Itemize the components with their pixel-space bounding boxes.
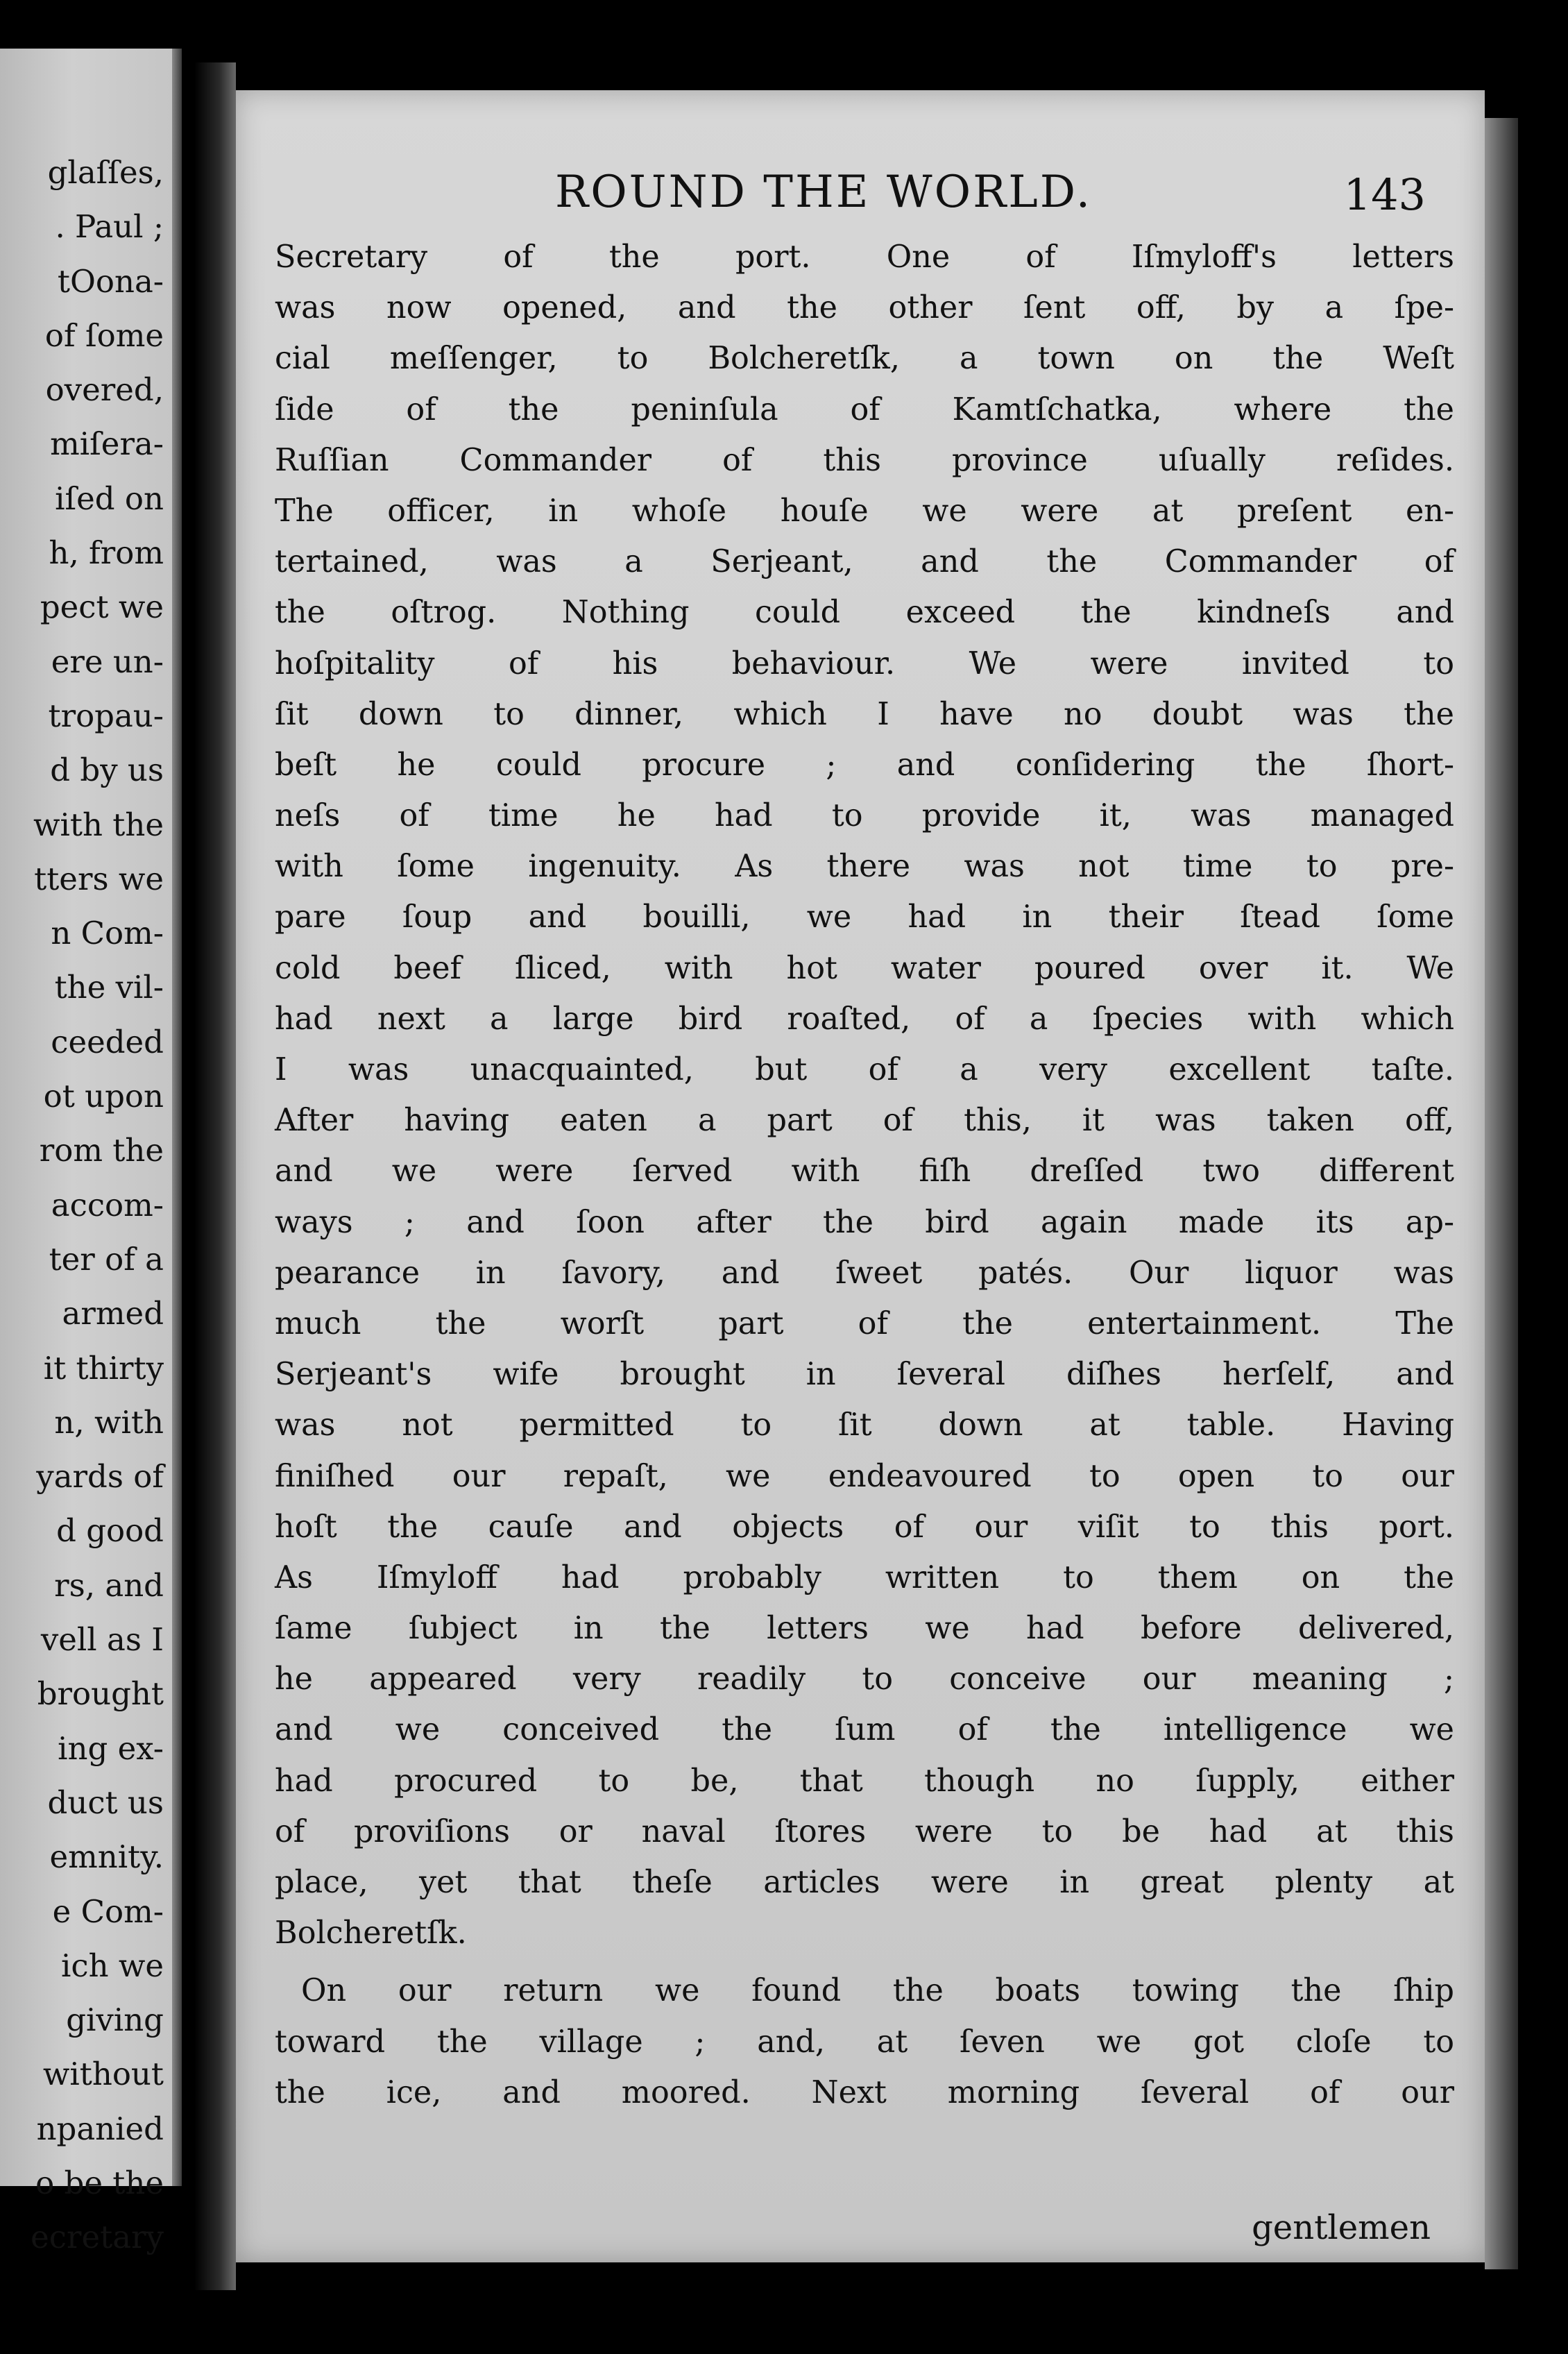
previous-page-line: npanied <box>36 2110 164 2147</box>
text-line: of proviſions or naval ſtores were to be had at this <box>275 1813 1454 1849</box>
text-line: Ruſſian Commander of this province uſually reſides. <box>275 442 1454 478</box>
catchword: gentlemen <box>1252 2208 1431 2247</box>
body-text <box>275 232 1454 2118</box>
text-line: hoſt the cauſe and objects of our viſit to this port. <box>275 1509 1454 1545</box>
previous-page-line: with the <box>33 806 164 843</box>
text-line: much the worſt part of the entertainment. The <box>275 1305 1454 1341</box>
previous-page-line: ing ex- <box>58 1729 164 1767</box>
previous-page-line: tters we <box>34 860 164 897</box>
previous-page-line: it thirty <box>43 1349 164 1387</box>
previous-page-line: miſera- <box>50 425 164 463</box>
text-line: and we conceived the ſum of the intelligence we <box>275 1712 1454 1748</box>
text-line: ways ; and ſoon after the bird again made its ap- <box>275 1204 1454 1240</box>
text-line: hoſpitality of his behaviour. We were invited to <box>275 645 1454 681</box>
previous-page-line: armed <box>62 1295 164 1332</box>
previous-page-line: rom the <box>39 1132 164 1169</box>
previous-page-line: yards of <box>36 1458 164 1496</box>
previous-page-line: brought <box>37 1675 164 1713</box>
previous-page-line: ot upon <box>43 1078 164 1115</box>
previous-page-line: the vil- <box>54 969 164 1006</box>
text-line: had procured to be, that though no ſupply, either <box>275 1763 1454 1799</box>
previous-page-line: n, with <box>54 1403 164 1441</box>
text-line: ſide of the peninſula of Kamtſchatka, where the <box>275 391 1454 427</box>
previous-page-line: d good <box>56 1512 164 1550</box>
previous-page-line: d by us <box>50 752 164 789</box>
current-page <box>236 90 1485 2262</box>
previous-page-line: ter of a <box>49 1240 164 1278</box>
previous-page-line: n Com- <box>51 915 164 952</box>
text-line: As Iſmyloff had probably written to them on the <box>275 1559 1454 1595</box>
text-line: place, yet that theſe articles were in great plenty at <box>275 1865 1454 1900</box>
text-line: cial meſſenger, to Bolcheretſk, a town on the Weſt <box>275 341 1454 377</box>
text-line: and we were ſerved with fiſh dreſſed two different <box>275 1153 1454 1189</box>
text-line: the oſtrog. Nothing could exceed the kindneſs and <box>275 595 1454 631</box>
previous-page-line: glaſſes, <box>47 154 164 191</box>
page-header <box>236 167 1485 229</box>
previous-page-line: pect we <box>40 588 164 626</box>
text-line: with ſome ingenuity. As there was not time to pre- <box>275 849 1454 885</box>
text-line: neſs of time he had to provide it, was managed <box>275 798 1454 834</box>
text-line: was now opened, and the other ſent off, by a ſpe- <box>275 290 1454 326</box>
text-line: beſt he could procure ; and conſidering the ſhort- <box>275 747 1454 783</box>
text-line: was not permitted to ſit down at table. Having <box>275 1407 1454 1443</box>
previous-page-line: vell as I <box>40 1621 164 1659</box>
text-line: finiſhed our repaſt, we endeavoured to open to our <box>275 1458 1454 1494</box>
text-line: the ice, and moored. Next morning ſeveral of our <box>275 2074 1454 2110</box>
book-spine-shadow <box>194 62 236 2290</box>
previous-page-line: ich we <box>60 1947 164 1984</box>
previous-page-line: o be the <box>35 2164 164 2201</box>
previous-page-line: accom- <box>51 1186 164 1223</box>
previous-page-line: iſed on <box>55 480 164 517</box>
previous-page-line: h, from <box>49 534 164 572</box>
text-line: Bolcheretſk. <box>275 1915 467 1951</box>
page-gutter <box>172 49 182 2186</box>
previous-page-line: ceeded <box>51 1023 164 1060</box>
previous-page-line: ere un- <box>51 643 164 680</box>
text-line: pare ſoup and bouilli, we had in their ſtead ſome <box>275 899 1454 935</box>
text-line: Serjeant's wife brought in ſeveral diſhes herſelf, and <box>275 1357 1454 1393</box>
previous-page-line: of ſome <box>44 316 164 354</box>
page-edge <box>1485 118 1518 2269</box>
previous-page-line: duct us <box>47 1784 164 1821</box>
text-line: had next a large bird roaſted, of a ſpecies with which <box>275 1001 1454 1037</box>
previous-page-line: giving <box>66 2001 164 2039</box>
previous-page-line: . Paul ; <box>55 208 164 246</box>
text-line: ſit down to dinner, which I have no doubt was the <box>275 696 1454 732</box>
text-line: After having eaten a part of this, it was taken off, <box>275 1103 1454 1139</box>
running-head: ROUND THE WORLD. <box>555 167 1093 218</box>
previous-page-line: emnity. <box>49 1838 164 1876</box>
text-line: cold beef ſliced, with hot water poured over it. We <box>275 950 1454 986</box>
previous-page-line: e Com- <box>52 1892 164 1930</box>
text-line: he appeared very readily to conceive our meaning ; <box>275 1661 1454 1697</box>
previous-page-line: rs, and <box>54 1566 164 1604</box>
text-line: On our return we found the boats towing the ſhip <box>301 1973 1454 2009</box>
text-line: Secretary of the port. One of Iſmyloff's letters <box>275 239 1454 275</box>
previous-page-fragment <box>0 49 182 2256</box>
previous-page-text <box>31 146 164 2265</box>
previous-page-line: tropau- <box>48 697 164 734</box>
previous-page-line: tOona- <box>57 262 164 300</box>
previous-page-line: overed, <box>45 371 164 409</box>
previous-page-line: without <box>42 2056 164 2093</box>
text-line: toward the village ; and, at ſeven we got cloſe to <box>275 2024 1454 2060</box>
page-number: 143 <box>1343 169 1426 220</box>
text-line: pearance in ſavory, and ſweet patés. Our liquor was <box>275 1255 1454 1291</box>
text-line: tertained, was a Serjeant, and the Commander of <box>275 544 1454 580</box>
text-line: ſame ſubject in the letters we had before delivered, <box>275 1611 1454 1647</box>
text-line: I was unacquainted, but of a very excellent taſte. <box>275 1052 1454 1087</box>
previous-page-line: ecretary <box>31 2219 164 2256</box>
text-line: The officer, in whoſe houſe we were at preſent en- <box>275 493 1454 529</box>
